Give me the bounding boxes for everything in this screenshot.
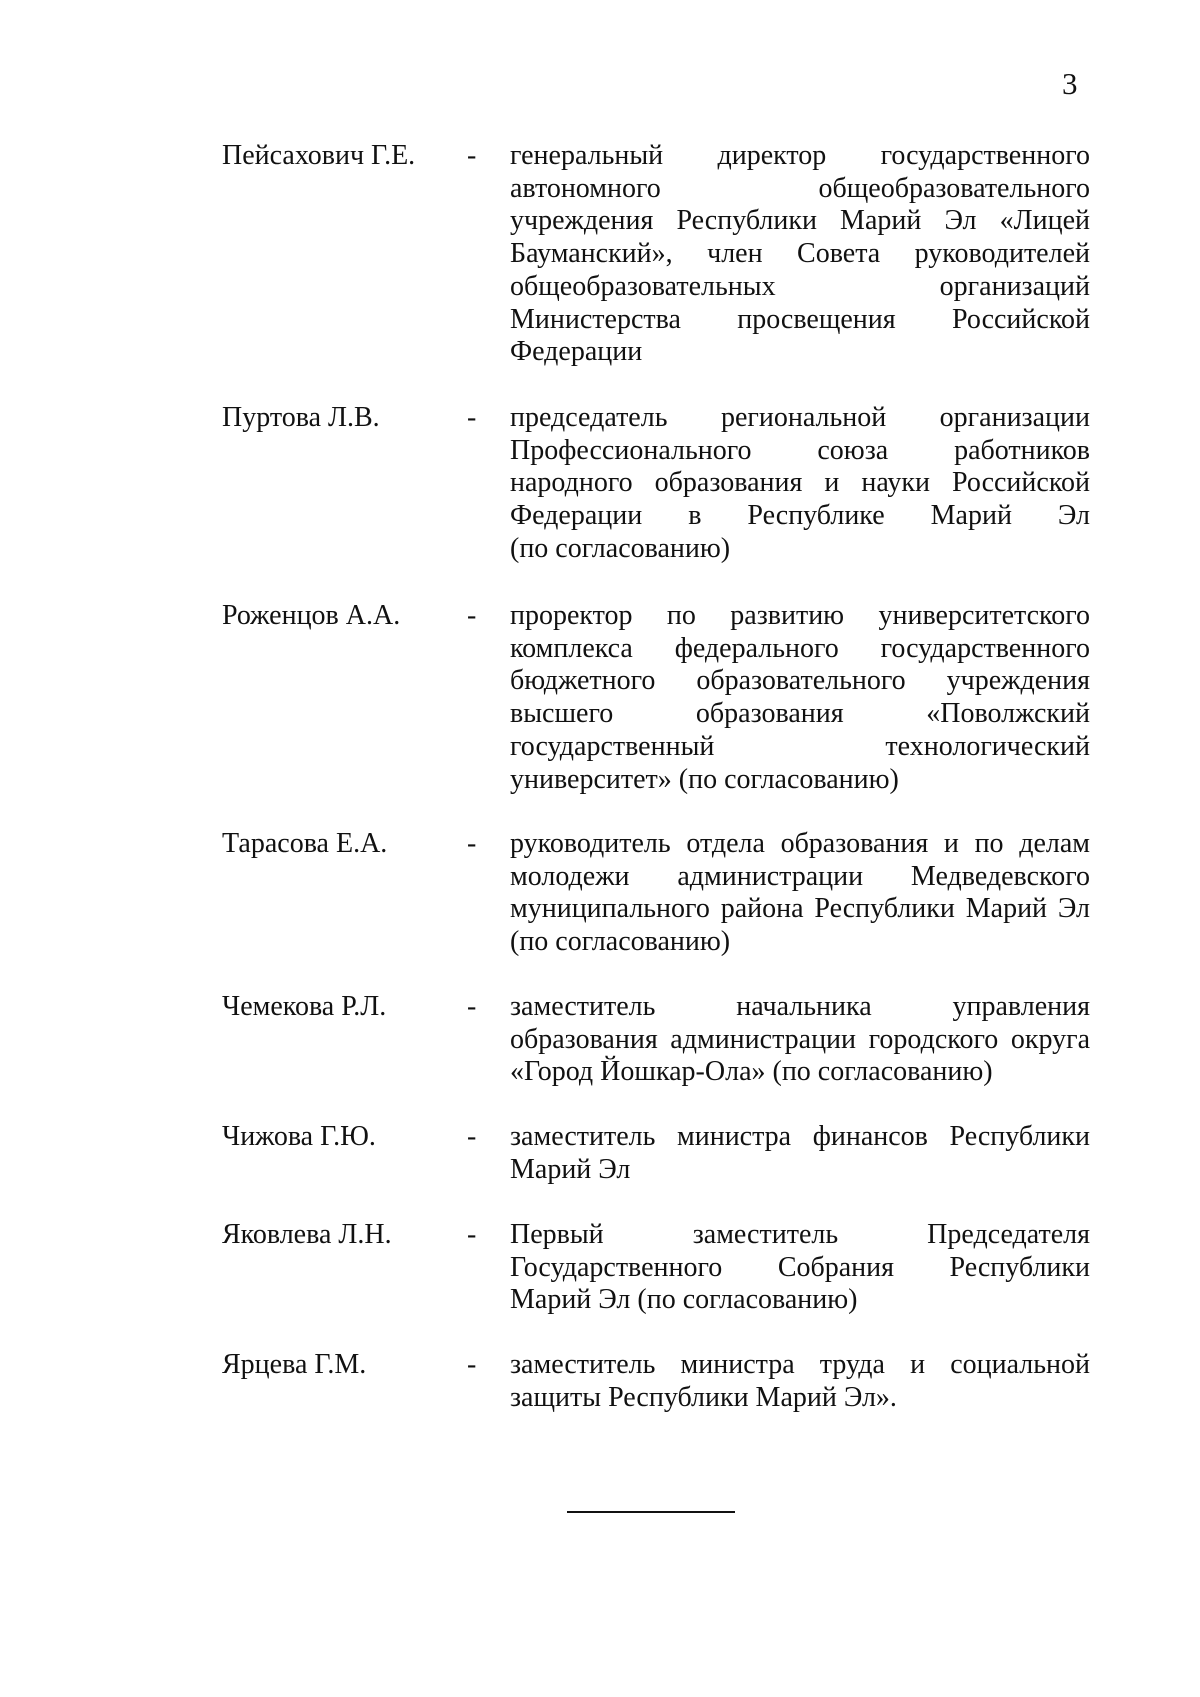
position-line: заместитель министра труда и социальной <box>510 1349 1090 1380</box>
position-line: муниципального района Республики Марий Эл <box>510 893 1090 925</box>
page-number: 3 <box>1062 66 1078 101</box>
position-line: заместитель начальника управления <box>510 991 1090 1022</box>
member-entry <box>0 402 1200 564</box>
position-line: образования администрации городского округа <box>510 1023 1090 1055</box>
position-line: защиты Республики Марий Эл». <box>510 1381 897 1413</box>
member-name: Ярцева Г.М. <box>222 1349 367 1380</box>
position-line: Профессионального союза работников <box>510 434 1090 466</box>
member-name: Чемекова Р.Л. <box>222 991 387 1022</box>
position-line: комплекса федерального государственного <box>510 632 1090 664</box>
member-entry <box>0 1121 1200 1185</box>
member-position <box>510 1121 1090 1186</box>
position-line: Марий Эл (по согласованию) <box>510 1284 858 1316</box>
member-position <box>510 600 1090 796</box>
member-entry <box>0 1349 1200 1413</box>
separator-dash: - <box>467 828 477 859</box>
position-line: учреждения Республики Марий Эл «Лицей <box>510 205 1090 237</box>
member-entry <box>0 1219 1200 1316</box>
position-line: (по согласованию) <box>510 532 731 564</box>
position-line: Первый заместитель Председателя <box>510 1219 1090 1250</box>
separator-dash: - <box>467 1349 477 1380</box>
position-line: автономного общеобразовательного <box>510 172 1090 204</box>
member-name: Тарасова Е.А. <box>222 828 388 859</box>
member-name: Чижова Г.Ю. <box>222 1121 376 1152</box>
member-entry <box>0 140 1200 368</box>
member-position <box>510 1349 1090 1414</box>
position-line: генеральный директор государственного <box>510 140 1090 171</box>
member-position <box>510 991 1090 1089</box>
position-line: Федерации <box>510 336 643 368</box>
member-position <box>510 402 1090 566</box>
position-line: Бауманский», член Совета руководителей <box>510 238 1090 270</box>
member-name: Пуртова Л.В. <box>222 402 380 433</box>
position-line: высшего образования «Поволжский <box>510 698 1090 730</box>
position-line: Министерства просвещения Российской <box>510 303 1090 335</box>
position-line: бюджетного образовательного учреждения <box>510 665 1090 697</box>
position-line: Государственного Собрания Республики <box>510 1251 1090 1283</box>
member-entry <box>0 600 1200 795</box>
position-line: общеобразовательных организаций <box>510 270 1090 302</box>
position-line: Марий Эл <box>510 1153 631 1185</box>
position-line: народного образования и науки Российской <box>510 467 1090 499</box>
member-entry <box>0 991 1200 1088</box>
separator-dash: - <box>467 402 477 433</box>
member-name: Яковлева Л.Н. <box>222 1219 392 1250</box>
position-line: молодежи администрации Медведевского <box>510 860 1090 892</box>
member-name: Роженцов А.А. <box>222 600 401 631</box>
member-name: Пейсахович Г.Е. <box>222 140 416 171</box>
member-position <box>510 828 1090 959</box>
member-entry <box>0 828 1200 958</box>
position-line: заместитель министра финансов Республики <box>510 1121 1090 1152</box>
separator-dash: - <box>467 1219 477 1250</box>
position-line: проректор по развитию университетского <box>510 600 1090 631</box>
position-line: председатель региональной организации <box>510 402 1090 433</box>
member-position <box>510 1219 1090 1317</box>
separator-dash: - <box>467 991 477 1022</box>
member-position <box>510 140 1090 369</box>
position-line: (по согласованию) <box>510 926 731 958</box>
position-line: университет» (по согласованию) <box>510 763 899 795</box>
position-line: государственный технологический <box>510 730 1090 762</box>
end-rule <box>567 1511 735 1513</box>
separator-dash: - <box>467 1121 477 1152</box>
separator-dash: - <box>467 600 477 631</box>
separator-dash: - <box>467 140 477 171</box>
position-line: Федерации в Республике Марий Эл <box>510 500 1090 532</box>
position-line: «Город Йошкар-Ола» (по согласованию) <box>510 1056 993 1088</box>
position-line: руководитель отдела образования и по делам <box>510 828 1090 859</box>
